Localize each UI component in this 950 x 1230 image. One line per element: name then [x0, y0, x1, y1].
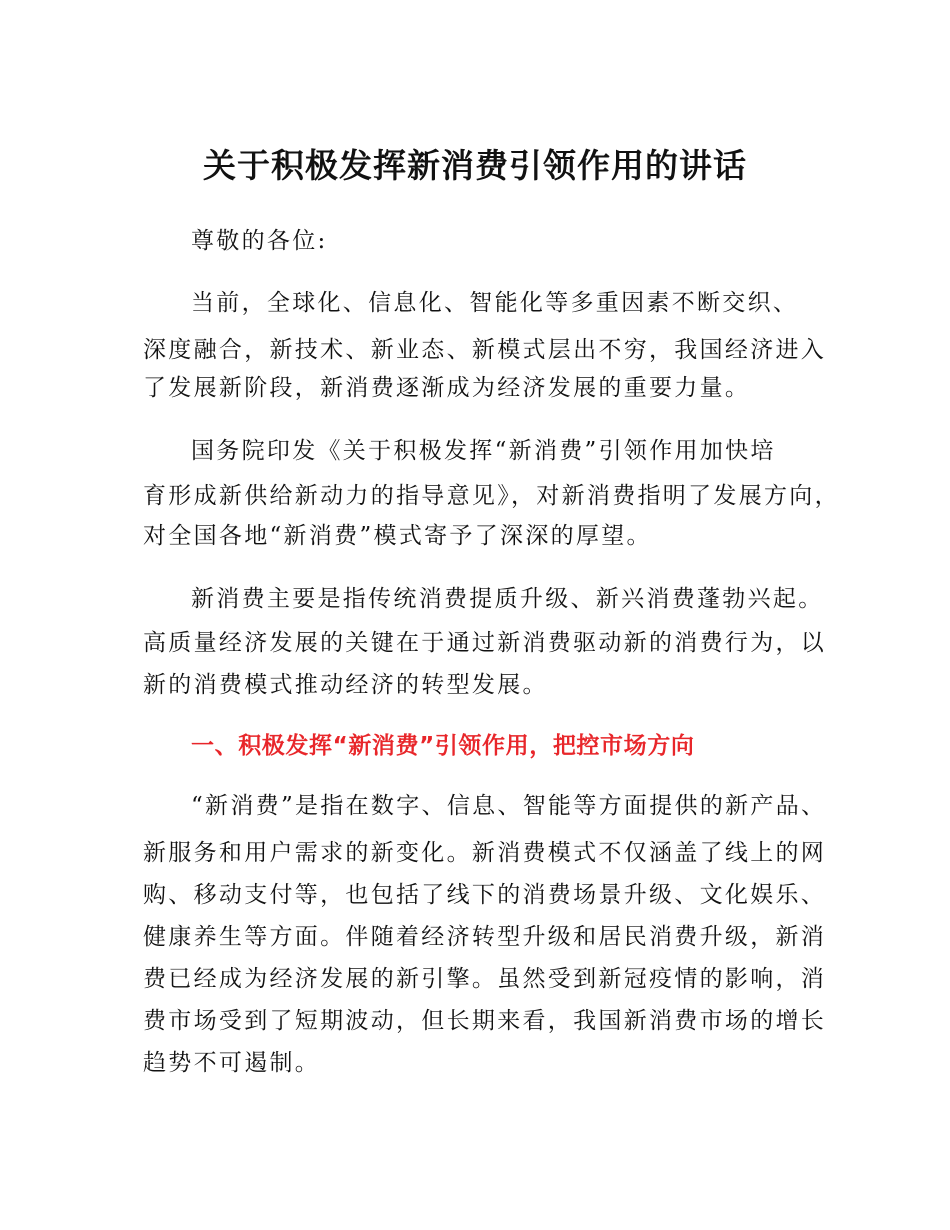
paragraph-line: 购、移动支付等，也包括了线下的消费场景升级、文化娱乐、 — [143, 882, 827, 908]
paragraph-line: 深度融合，新技术、新业态、新模式层出不穷，我国经济进入 — [143, 337, 827, 363]
salutation: 尊敬的各位: — [191, 228, 328, 254]
paragraph-line: 国务院印发《关于积极发挥“新消费”引领作用加快培 — [191, 438, 776, 464]
paragraph-line: 新消费主要是指传统消费提质升级、新兴消费蓬勃兴起。 — [191, 586, 824, 612]
paragraph-line: 育形成新供给新动力的指导意见》，对新消费指明了发展方向， — [143, 483, 840, 509]
page-title: 关于积极发挥新消费引领作用的讲话 — [203, 146, 747, 185]
section-heading: 一、积极发挥“新消费”引领作用，把控市场方向 — [191, 733, 695, 759]
paragraph-line: 高质量经济发展的关键在于通过新消费驱动新的消费行为，以 — [143, 630, 827, 656]
paragraph-line: 费已经成为经济发展的新引擎。虽然受到新冠疫情的影响，消 — [143, 966, 827, 992]
paragraph-line: 费市场受到了短期波动，但长期来看，我国新消费市场的增长 — [143, 1008, 827, 1034]
paragraph-line: “新消费”是指在数字、信息、智能等方面提供的新产品、 — [191, 793, 827, 819]
paragraph-line: 当前，全球化、信息化、智能化等多重因素不断交织、 — [191, 290, 799, 316]
paragraph-line: 新服务和用户需求的新变化。新消费模式不仅涵盖了线上的网 — [143, 840, 827, 866]
paragraph-line: 对全国各地“新消费”模式寄予了深深的厚望。 — [143, 523, 652, 549]
paragraph-line: 健康养生等方面。伴随着经济转型升级和居民消费升级，新消 — [143, 924, 827, 950]
paragraph-line: 了发展新阶段，新消费逐渐成为经济发展的重要力量。 — [143, 375, 751, 401]
paragraph-line: 新的消费模式推动经济的转型发展。 — [143, 672, 548, 698]
paragraph-line: 趋势不可遏制。 — [143, 1050, 321, 1076]
